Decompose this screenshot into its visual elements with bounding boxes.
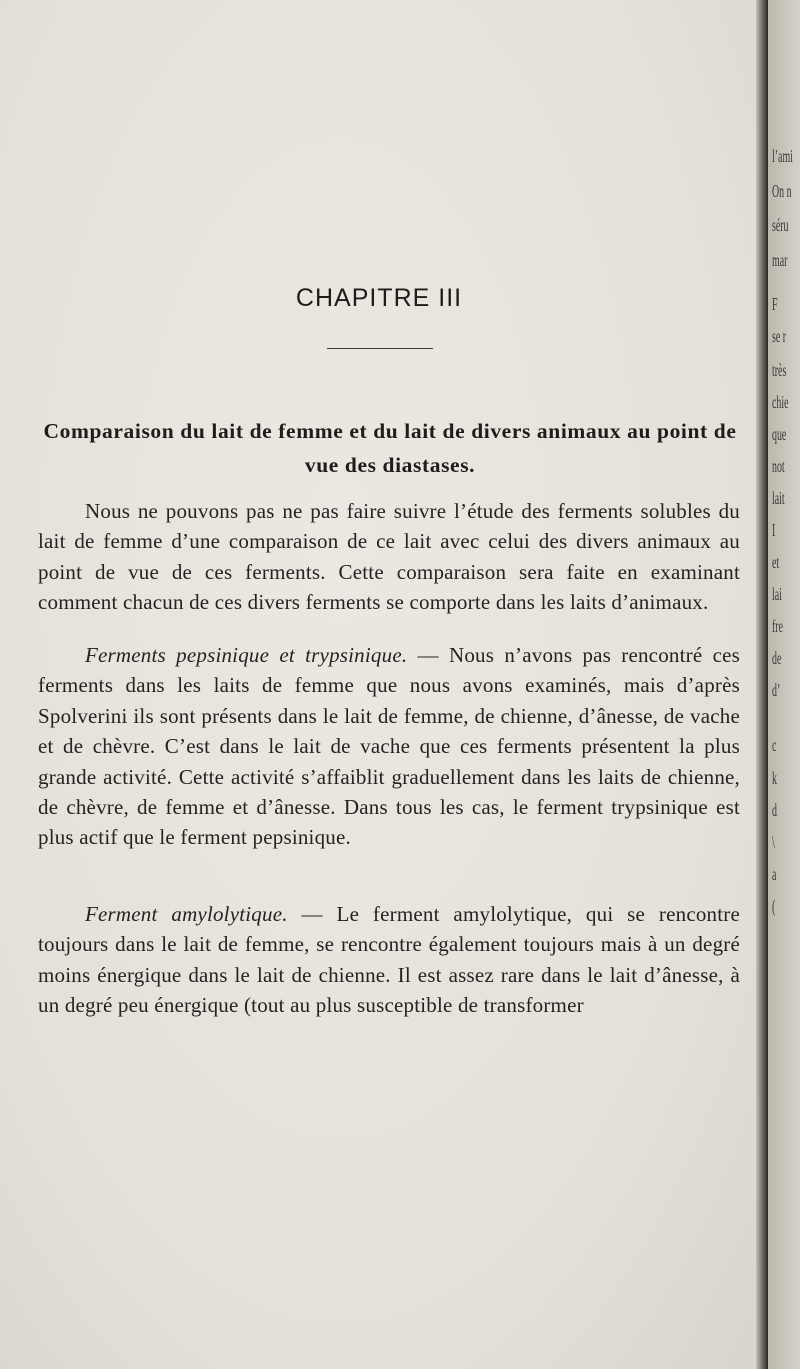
next-page-fragment: c [772,735,777,755]
next-page-fragment: mar [772,250,788,270]
paragraph-text: Nous ne pouvons pas ne pas faire suivre l’étude des ferments solubles du lait de femme d’une comparaison de ce lait avec celui des divers animaux au point de vue de ces ferments. Cette comparaison sera faite en examinant comment chacun de ces divers ferments se comporte dans les laits d’animaux. [38,499,740,615]
paragraph-amylolytique [38,899,740,1021]
paragraph-pepsinique [38,640,740,853]
next-page-fragment: lai [772,584,782,604]
next-page-fragment: l’ami [772,146,793,166]
next-page-fragment: a [772,864,777,884]
paragraph-text: — Nous n’avons pas rencontré ces ferments dans les laits de femme que nous avons examinés, mais d’après Spolverini ils sont présents dans le lait de femme, de chienne, d’ânesse, de vache et de chèvre. C’est dans le lait de vache que ces ferments présentent la plus grande activité. Cette activité s’affaiblit graduellement dans les laits de chienne, de chèvre, de femme et d’ânesse. Dans tous les cas, le ferment trypsinique est plus actif que le ferment pepsinique. [38,643,740,850]
section-heading: Comparaison du lait de femme et du lait de divers animaux au point de vue des diastases. [43,419,737,477]
next-page-edge [768,0,800,1369]
next-page-fragment: d’ [772,680,781,700]
next-page-fragment: ( [772,896,776,916]
paragraph-lead: Ferment amylolytique. [85,902,288,926]
title-rule [327,348,433,349]
next-page-fragment: se r [772,326,787,346]
next-page-fragment: k [772,768,777,788]
book-gutter [756,0,768,1369]
next-page-fragment: \ [772,832,775,852]
chapter-title: CHAPITRE III [295,284,463,312]
next-page-fragment: chie [772,392,789,412]
next-page-fragment: séru [772,215,789,235]
paragraph-lead: Ferments pepsinique et trypsinique. [85,643,408,667]
next-page-fragment: lait [772,488,785,508]
paragraph-text: — Le ferment amylolytique, qui se rencontre toujours dans le lait de femme, se rencontre également toujours mais à un degré moins énergique dans le lait de chienne. Il est assez rare dans le lait d’ânesse, à un degré peu énergique (tout au plus susceptible de transformer [38,902,740,1018]
next-page-fragment: de [772,648,782,668]
paragraph-intro [38,496,740,618]
next-page-fragment: fre [772,616,783,636]
next-page-fragment: not [772,456,785,476]
next-page-fragment: I [772,520,776,540]
next-page-fragment: F [772,294,778,314]
next-page-fragment: très [772,360,787,380]
next-page-fragment: d [772,800,777,820]
next-page-fragment: et [772,552,780,572]
next-page-fragment: On n [772,181,792,201]
next-page-fragment: que [772,424,787,444]
